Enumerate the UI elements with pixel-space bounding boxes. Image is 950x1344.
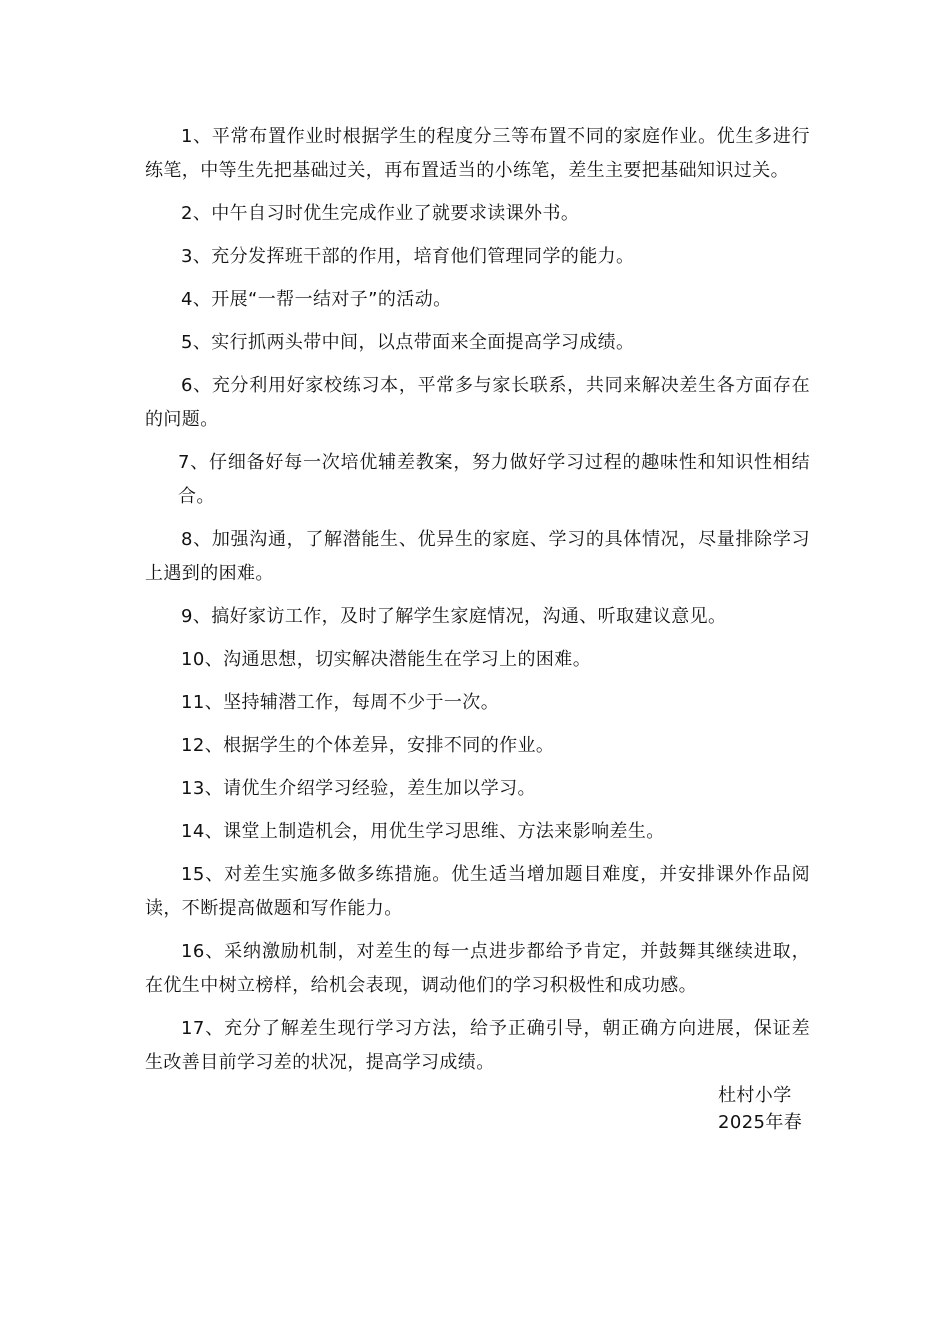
paragraph-16: 16、采纳激励机制，对差生的每一点进步都给予肯定，并鼓舞其继续进取，在优生中树立榜样，给机会表现，调动他们的学习积极性和成功感。 [145,941,810,996]
paragraph-7: 7、仔细备好每一次培优辅差教案，努力做好学习过程的趣味性和知识性相结合。 [178,452,810,507]
paragraph-14: 14、课堂上制造机会，用优生学习思维、方法来影响差生。 [181,821,665,842]
paragraph-1: 1、平常布置作业时根据学生的程度分三等布置不同的家庭作业。优生多进行练笔，中等生先把基础过关，再布置适当的小练笔，差生主要把基础知识过关。 [145,126,810,181]
paragraph-17: 17、充分了解差生现行学习方法，给予正确引导，朝正确方向进展，保证差生改善目前学习差的状况，提高学习成绩。 [145,1018,810,1073]
signature-date: 2025年春 [718,1112,803,1133]
signature-school: 杜村小学 [718,1085,792,1106]
paragraph-2: 2、中午自习时优生完成作业了就要求读课外书。 [181,203,580,224]
document-body [145,120,810,1089]
paragraph-9: 9、搞好家访工作，及时了解学生家庭情况，沟通、听取建议意见。 [181,606,727,627]
paragraph-12: 12、根据学生的个体差异，安排不同的作业。 [181,735,555,756]
paragraph-15: 15、对差生实施多做多练措施。优生适当增加题目难度，并安排课外作品阅读，不断提高做题和写作能力。 [145,864,810,919]
paragraph-8: 8、加强沟通，了解潜能生、优异生的家庭、学习的具体情况，尽量排除学习上遇到的困难。 [145,529,810,584]
paragraph-4: 4、开展“一帮一结对子”的活动。 [181,289,452,310]
paragraph-13: 13、请优生介绍学习经验，差生加以学习。 [181,778,536,799]
paragraph-10: 10、沟通思想，切实解决潜能生在学习上的困难。 [181,649,592,670]
paragraph-6: 6、充分利用好家校练习本，平常多与家长联系，共同来解决差生各方面存在的问题。 [145,375,810,430]
paragraph-3: 3、充分发挥班干部的作用，培育他们管理同学的能力。 [181,246,635,267]
signature-block [718,1082,802,1136]
paragraph-11: 11、坚持辅潜工作，每周不少于一次。 [181,692,500,713]
paragraph-5: 5、实行抓两头带中间，以点带面来全面提高学习成绩。 [181,332,635,353]
